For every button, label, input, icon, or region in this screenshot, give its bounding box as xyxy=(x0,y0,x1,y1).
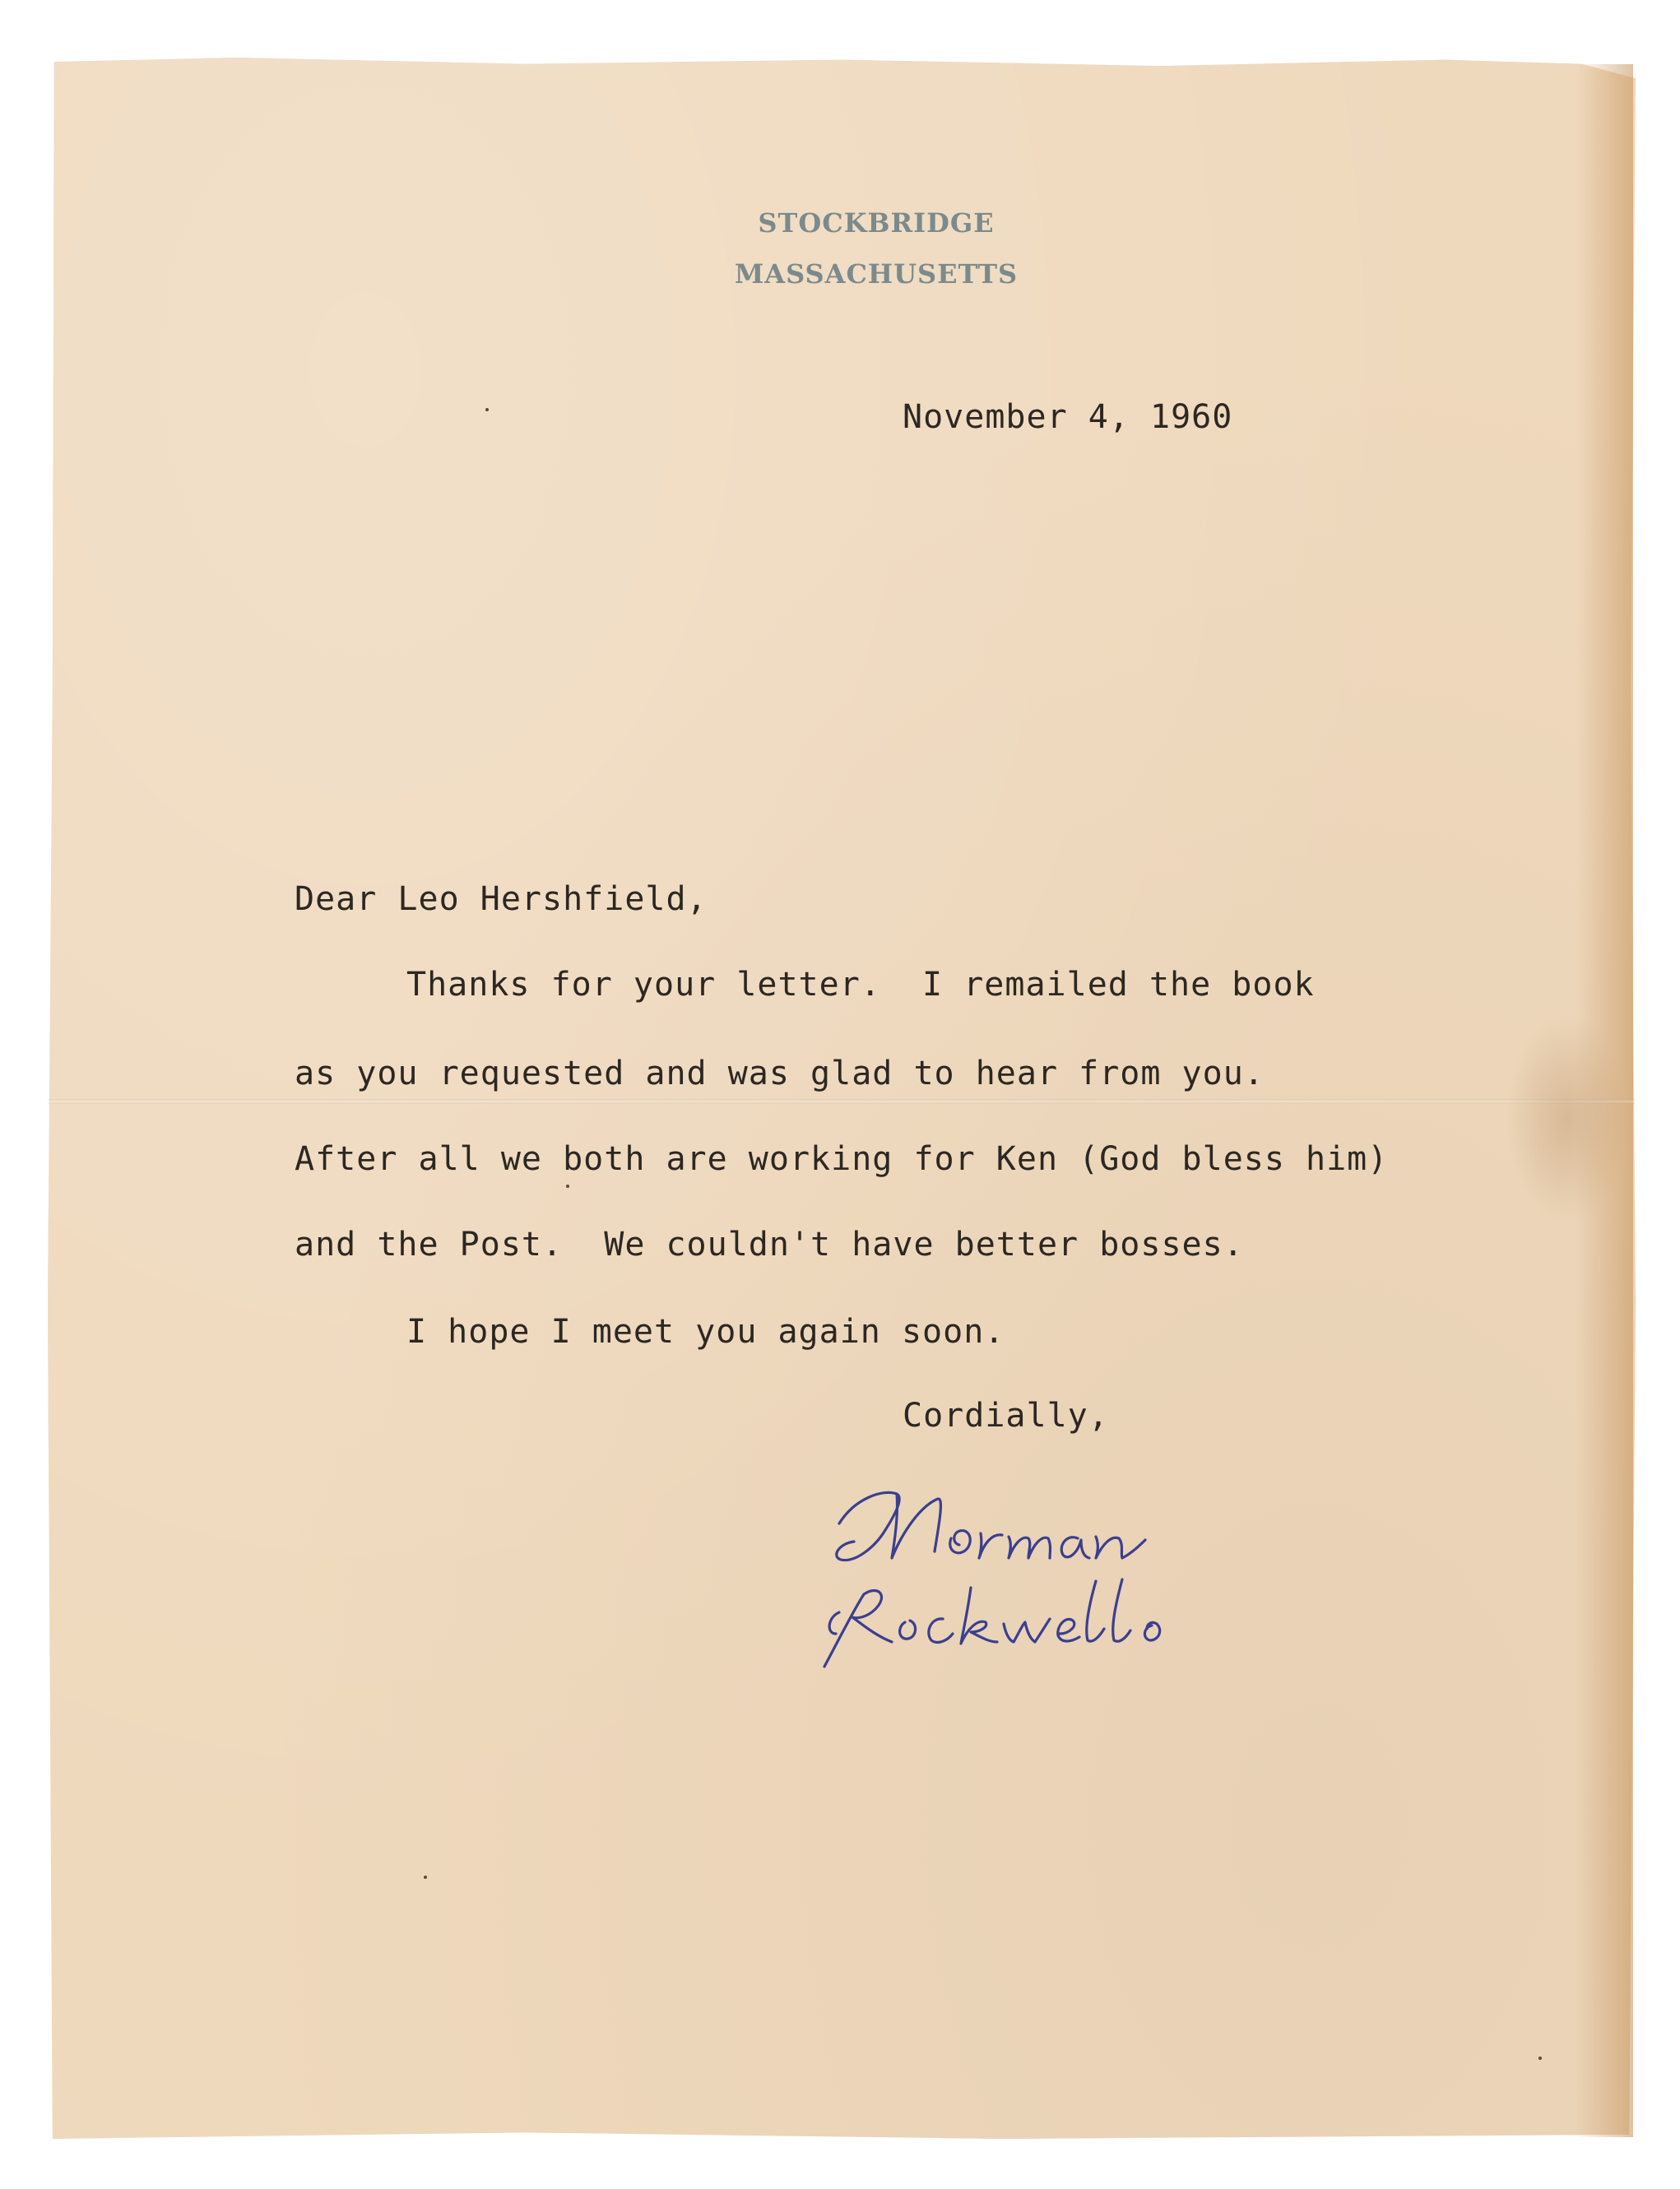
paper-fold-line xyxy=(48,1099,1636,1104)
paper-speck xyxy=(485,408,489,411)
letter-paper xyxy=(48,58,1636,2139)
letterhead-state: MASSACHUSETTS xyxy=(734,258,1019,290)
paper-speck xyxy=(566,1185,569,1188)
letterhead-town: STOCKBRIDGE xyxy=(758,207,995,239)
paper-stain xyxy=(1506,1012,1629,1226)
paper-speck xyxy=(424,1876,427,1879)
letter-body-line: After all we both are working for Ken (God bless him) xyxy=(295,1140,1389,1178)
handwritten-signature xyxy=(806,1472,1333,1686)
letter-body-line: as you requested and was glad to hear from you. xyxy=(295,1055,1265,1092)
letter-date: November 4, 1960 xyxy=(903,398,1233,436)
letter-body-line: and the Post. We couldn't have better bosses. xyxy=(295,1226,1244,1264)
letter-body-line: I hope I meet you again soon. xyxy=(406,1313,1005,1351)
letter-body-line: Thanks for your letter. I remailed the book xyxy=(406,966,1315,1004)
letter-salutation: Dear Leo Hershfield, xyxy=(295,880,708,918)
letter-closing: Cordially, xyxy=(903,1397,1109,1435)
paper-speck xyxy=(1538,2057,1542,2060)
